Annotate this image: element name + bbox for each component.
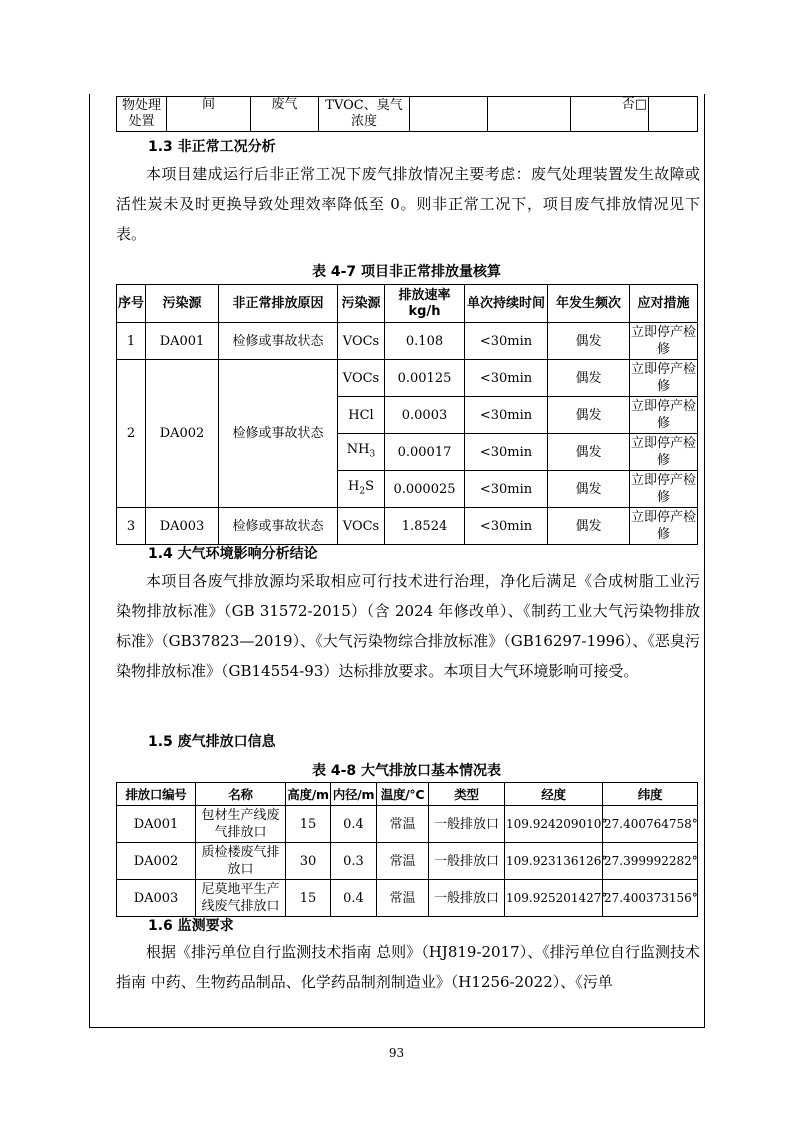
column-header: 类型 [429, 783, 505, 806]
table-cell [338, 471, 385, 508]
table-cell: <30min [465, 397, 548, 434]
table-caption: 表 4-7 项目非正常排放量核算 [311, 264, 502, 280]
table-row [117, 880, 698, 917]
table-cell: 常温 [377, 843, 429, 880]
table-cell: DA002 [146, 360, 219, 508]
table-cell [410, 97, 488, 132]
table-cell: 检修或事故状态 [219, 360, 338, 508]
table-cell [488, 97, 571, 132]
table-cell: <30min [465, 508, 548, 545]
table-cell: <30min [465, 323, 548, 360]
column-header: 经度 [505, 783, 603, 806]
table-header-row [117, 285, 698, 323]
table-cell: 1.8524 [385, 508, 465, 545]
column-header: 单次持续时间 [465, 285, 548, 323]
table-cell: <30min [465, 471, 548, 508]
column-header: 应对措施 [630, 285, 698, 323]
table-cell: 2 [117, 360, 146, 508]
formula-main: H [348, 478, 360, 494]
table-cell: 0.3 [331, 843, 377, 880]
table-cell: 检修或事故状态 [219, 323, 338, 360]
table-cell: 27.400373156° [603, 880, 698, 917]
paragraph: 本项目建成运行后非正常工况下废气排放情况主要考虑：废气处理装置发生故障或活性炭未及时更换导致处理效率降低至 0。则非正常工况下，项目废气排放情况见下表。 [116, 165, 700, 243]
table-cell: 常温 [377, 880, 429, 917]
formula-subscript: 2 [359, 486, 366, 497]
table-cell: 包材生产线废气排放口 [196, 806, 286, 843]
column-header: 纬度 [603, 783, 698, 806]
table-cell: 偶发 [548, 360, 630, 397]
column-header: 非正常排放原因 [219, 285, 338, 323]
column-header: 名称 [196, 783, 286, 806]
section-heading: 1.5 废气排放口信息 [148, 734, 276, 750]
table-row [117, 97, 698, 132]
table-cell: 109.925201427° [505, 880, 603, 917]
column-header: 温度/°C [377, 783, 429, 806]
table-header-row [117, 783, 698, 806]
continuation-table [116, 96, 698, 132]
table-cell: 立即停产检修 [630, 508, 698, 545]
table-cell: DA001 [117, 806, 196, 843]
column-header: 排放口编号 [117, 783, 196, 806]
table-row [117, 806, 698, 843]
table-cell: 0.4 [331, 806, 377, 843]
table-cell: 一般排放口 [429, 843, 505, 880]
section-heading: 1.4 大气环境影响分析结论 [148, 546, 318, 562]
table-row [117, 360, 698, 397]
table-cell: VOCs [338, 323, 385, 360]
table-cell: DA003 [117, 880, 196, 917]
table-cell: 0.00125 [385, 360, 465, 397]
table-cell: 0.00017 [385, 434, 465, 471]
table-cell: 15 [286, 880, 331, 917]
table-cell: 1 [117, 323, 146, 360]
column-header: 高度/m [286, 783, 331, 806]
table-cell: 0.108 [385, 323, 465, 360]
table-cell: 间 [167, 97, 251, 132]
table-cell: 109.923136126° [505, 843, 603, 880]
formula-tail: S [365, 478, 374, 494]
table-cell: 偶发 [548, 323, 630, 360]
table-cell: DA003 [146, 508, 219, 545]
table-cell: 废气 [251, 97, 319, 132]
table-cell: 3 [117, 508, 146, 545]
table-cell: 偶发 [548, 397, 630, 434]
table-cell: 27.400764758° [603, 806, 698, 843]
table-row [117, 843, 698, 880]
paragraph: 根据《排污单位自行监测技术指南 总则》（HJ819-2017）、《排污单位自行监测技术指南 中药、生物药品制品、化学药品制剂制造业》（H1256-2022）、《污单 [116, 943, 700, 991]
table-cell: 质检楼废气排放口 [196, 843, 286, 880]
section-heading: 1.3 非正常工况分析 [148, 139, 276, 155]
column-header: 污染源 [146, 285, 219, 323]
table-cell: 立即停产检修 [630, 397, 698, 434]
paragraph: 本项目各废气排放源均采取相应可行技术进行治理，净化后满足《合成树脂工业污染物排放标准》（GB 31572-2015）（含 2024 年修改单）、《制药工业大气污染物排放标准》（GB37823—2019）、《大气污染物综合排放标准》（GB16297-1996）、《恶臭污染物排放标准》（GB14554-93）达标排放要求。本项目大气环境影响可接受。 [116, 572, 700, 680]
column-header: 序号 [117, 285, 146, 323]
table-cell: 物处理处置 [117, 97, 167, 132]
table-caption: 表 4-8 大气排放口基本情况表 [311, 763, 502, 779]
table-row [117, 508, 698, 545]
table-cell: 立即停产检修 [630, 360, 698, 397]
table-cell: <30min [465, 434, 548, 471]
table-cell: 立即停产检修 [630, 323, 698, 360]
table-cell: 27.399992282° [603, 843, 698, 880]
table-cell: 检修或事故状态 [219, 508, 338, 545]
table-cell: 偶发 [548, 434, 630, 471]
table-cell: <30min [465, 360, 548, 397]
table-cell: 30 [286, 843, 331, 880]
table-cell: 0.4 [331, 880, 377, 917]
table-row [117, 323, 698, 360]
table-cell: HCl [338, 397, 385, 434]
section-heading: 1.6 监测要求 [148, 918, 234, 934]
formula-main: NH [346, 441, 370, 457]
column-header: 年发生频次 [548, 285, 630, 323]
table-cell [649, 97, 698, 132]
abnormal-emission-table [116, 284, 698, 545]
table-cell: 常温 [377, 806, 429, 843]
table-cell: 立即停产检修 [630, 434, 698, 471]
table-cell: DA002 [117, 843, 196, 880]
table-cell: TVOC、臭气浓度 [319, 97, 410, 132]
table-cell: 否□ [571, 97, 649, 132]
table-cell: VOCs [338, 508, 385, 545]
page-number: 93 [388, 1046, 405, 1060]
table-cell: 尼莫地平生产线废气排放口 [196, 880, 286, 917]
table-cell: 一般排放口 [429, 806, 505, 843]
table-cell: 偶发 [548, 508, 630, 545]
table-cell: 109.924209010° [505, 806, 603, 843]
column-header: 排放速率kg/h [385, 285, 465, 323]
table-cell: 立即停产检修 [630, 471, 698, 508]
table-cell: VOCs [338, 360, 385, 397]
column-header: 内径/m [331, 783, 377, 806]
table-cell: 一般排放口 [429, 880, 505, 917]
table-cell: 0.000025 [385, 471, 465, 508]
table-cell [338, 434, 385, 471]
table-cell: 偶发 [548, 471, 630, 508]
column-header: 污染源 [338, 285, 385, 323]
formula-subscript: 3 [369, 449, 376, 460]
table-cell: DA001 [146, 323, 219, 360]
table-cell: 15 [286, 806, 331, 843]
table-cell: 0.0003 [385, 397, 465, 434]
outlet-info-table [116, 782, 698, 917]
